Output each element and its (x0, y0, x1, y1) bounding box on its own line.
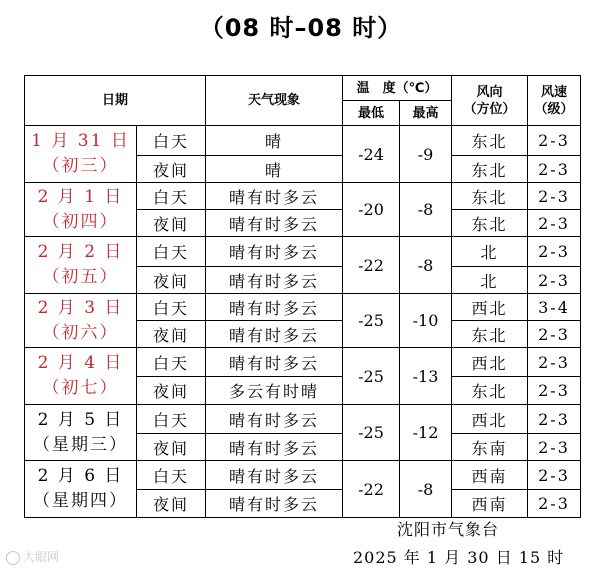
forecast-table (24, 75, 581, 518)
issue-time: 2025 年 1 月 30 日 15 时 (353, 548, 565, 567)
table-row (25, 348, 581, 377)
weather-cell: 晴有时多云 (206, 348, 343, 377)
period-label: 夜间 (137, 210, 206, 237)
wind-speed-cell: 2-3 (528, 183, 581, 210)
header-weather: 天气现象 (206, 76, 343, 126)
header-wind-speed-label: 风速 (540, 84, 567, 100)
weather-cell: 晴有时多云 (206, 461, 343, 490)
wind-direction-cell: 东北 (452, 321, 528, 348)
date-label: 2 月 3 日 (37, 297, 124, 318)
date-cell (25, 461, 137, 518)
date-label: 2 月 2 日 (37, 242, 124, 262)
max-temp-cell: -12 (400, 405, 452, 461)
table-row (25, 405, 581, 434)
period-label: 夜间 (137, 377, 206, 405)
period-label: 夜间 (137, 156, 206, 183)
wind-speed-cell: 2-3 (528, 434, 581, 461)
table-row (25, 461, 581, 490)
table-row (25, 237, 581, 267)
max-temp-cell: -10 (400, 294, 452, 348)
header-temperature: 温 度（℃） (343, 76, 452, 101)
weather-cell: 晴 (206, 126, 343, 156)
max-temp-cell: -9 (400, 126, 452, 183)
period-label: 白天 (137, 237, 206, 267)
max-temp-cell: -8 (400, 183, 452, 237)
wind-direction-cell: 西北 (452, 294, 528, 321)
min-temp-cell: -22 (343, 237, 400, 294)
header-date: 日期 (25, 76, 206, 126)
table-row (25, 183, 581, 210)
max-temp-cell: -8 (400, 237, 452, 294)
max-temp-cell: -8 (400, 461, 452, 518)
date-sublabel: （星期四） (33, 491, 128, 511)
weather-cell: 多云有时晴 (206, 377, 343, 405)
wind-speed-cell: 2-3 (528, 461, 581, 490)
header-wind-direction-label: 风向 (476, 84, 503, 100)
table-row (25, 294, 581, 321)
date-sublabel: （初四） (42, 211, 119, 232)
weather-cell: 晴有时多云 (206, 237, 343, 267)
date-cell (25, 348, 137, 405)
wind-speed-cell: 2-3 (528, 126, 581, 156)
date-label: 2 月 5 日 (37, 409, 124, 430)
wind-direction-cell: 东北 (452, 126, 528, 156)
min-temp-cell: -25 (343, 294, 400, 348)
date-sublabel: （初三） (42, 156, 119, 176)
period-label: 夜间 (137, 267, 206, 294)
page-title: （08 时–08 时） (199, 14, 403, 42)
wind-direction-cell: 西南 (452, 461, 528, 490)
wind-speed-cell: 2-3 (528, 405, 581, 434)
weather-cell: 晴有时多云 (206, 321, 343, 348)
wind-direction-cell: 西南 (452, 490, 528, 518)
date-label: 1 月 31 日 (31, 131, 130, 151)
forecast-body (25, 126, 581, 518)
date-sublabel: （初六） (42, 322, 119, 343)
period-label: 白天 (137, 294, 206, 321)
wind-speed-cell: 2-3 (528, 377, 581, 405)
wind-speed-cell: 2-3 (528, 156, 581, 183)
period-label: 夜间 (137, 321, 206, 348)
weather-cell: 晴有时多云 (206, 434, 343, 461)
period-label: 白天 (137, 461, 206, 490)
header-wind-speed (528, 76, 581, 126)
period-label: 白天 (137, 348, 206, 377)
header-wind-direction (452, 76, 528, 126)
wind-direction-cell: 东南 (452, 434, 528, 461)
wind-direction-cell: 东北 (452, 156, 528, 183)
watermark-logo-icon (6, 551, 20, 565)
issuing-office: 沈阳市气象台 (397, 520, 500, 539)
wind-direction-cell: 东北 (452, 183, 528, 210)
min-temp-cell: -20 (343, 183, 400, 237)
watermark-text: 大眼网 (23, 550, 60, 564)
date-label: 2 月 4 日 (37, 353, 124, 373)
weather-cell: 晴有时多云 (206, 294, 343, 321)
wind-speed-cell: 2-3 (528, 237, 581, 267)
wind-direction-cell: 西北 (452, 348, 528, 377)
weather-cell: 晴有时多云 (206, 405, 343, 434)
wind-speed-cell: 2-3 (528, 348, 581, 377)
wind-direction-cell: 北 (452, 267, 528, 294)
wind-speed-cell: 2-3 (528, 321, 581, 348)
period-label: 白天 (137, 126, 206, 156)
wind-speed-cell: 2-3 (528, 490, 581, 518)
min-temp-cell: -24 (343, 126, 400, 183)
header-wind-direction-unit: （方位） (463, 101, 516, 117)
weather-cell: 晴有时多云 (206, 267, 343, 294)
date-label: 2 月 6 日 (37, 466, 124, 486)
date-cell (25, 405, 137, 461)
wind-speed-cell: 2-3 (528, 267, 581, 294)
wind-direction-cell: 东北 (452, 210, 528, 237)
date-sublabel: （星期三） (33, 434, 128, 455)
date-cell (25, 294, 137, 348)
weather-cell: 晴有时多云 (206, 210, 343, 237)
table-row (25, 126, 581, 156)
header-wind-speed-unit: （级） (534, 101, 574, 117)
min-temp-cell: -25 (343, 348, 400, 405)
wind-speed-cell: 2-3 (528, 210, 581, 237)
date-label: 2 月 1 日 (37, 186, 124, 207)
watermark (6, 548, 59, 565)
max-temp-cell: -13 (400, 348, 452, 405)
wind-direction-cell: 东北 (452, 377, 528, 405)
date-sublabel: （初五） (42, 267, 119, 287)
weather-cell: 晴有时多云 (206, 183, 343, 210)
period-label: 白天 (137, 405, 206, 434)
min-temp-cell: -22 (343, 461, 400, 518)
wind-direction-cell: 北 (452, 237, 528, 267)
weather-cell: 晴 (206, 156, 343, 183)
min-temp-cell: -25 (343, 405, 400, 461)
period-label: 白天 (137, 183, 206, 210)
wind-speed-cell: 3-4 (528, 294, 581, 321)
wind-direction-cell: 西北 (452, 405, 528, 434)
date-cell (25, 237, 137, 294)
period-label: 夜间 (137, 490, 206, 518)
date-cell (25, 126, 137, 183)
header-min-temp: 最低 (343, 101, 400, 126)
weather-cell: 晴有时多云 (206, 490, 343, 518)
date-cell (25, 183, 137, 237)
header-max-temp: 最高 (400, 101, 452, 126)
date-sublabel: （初七） (42, 378, 119, 398)
period-label: 夜间 (137, 434, 206, 461)
